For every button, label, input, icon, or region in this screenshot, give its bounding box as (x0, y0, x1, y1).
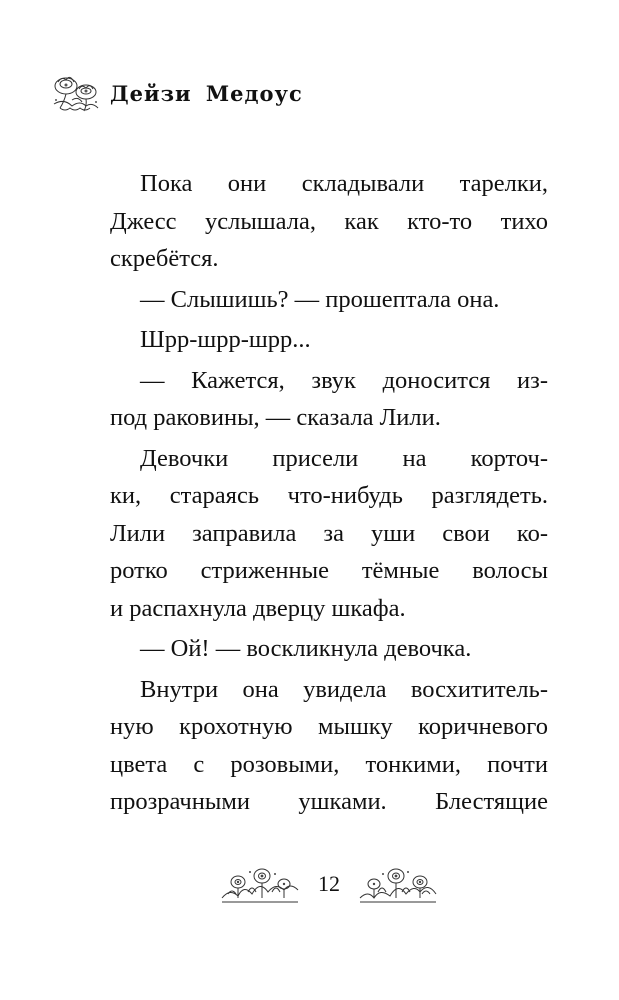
flower-vignette-icon (50, 70, 102, 116)
text-line: Девочки присели на корточ- (140, 444, 548, 472)
text-line: скребётся. (110, 245, 219, 272)
flower-border-right-icon (358, 864, 438, 904)
page-footer (220, 862, 438, 906)
text-line: и распахнула дверцу шкафа. (110, 594, 406, 622)
text-line: — Кажется, звук доносится из- (140, 366, 548, 394)
text-line: под раковины, — сказала Лили. (110, 404, 441, 431)
text-line: ротко стриженные тёмные волосы (110, 557, 548, 584)
text-line: прозрачными ушками. Блестящие (110, 788, 548, 815)
text-line: — Ой! — воскликнула девочка. (140, 635, 472, 662)
text-line: Лили заправила за уши свои ко- (110, 519, 548, 547)
text-line: Пока они складывали тарелки, (140, 170, 548, 197)
flower-border-left-icon (220, 864, 300, 904)
text-line: — Слышишь? — прошептала она. (140, 285, 500, 313)
text-line: ки, стараясь что-нибудь разглядеть. (110, 482, 548, 509)
text-line: Шрр-шрр-шрр... (140, 326, 311, 353)
page-number: 12 (318, 871, 340, 896)
page-header (50, 68, 303, 118)
text-line: ную крохотную мышку коричневого (110, 713, 548, 740)
author-name: Дейзи Медоус (110, 80, 303, 106)
body-text (110, 165, 548, 821)
text-line: цвета с розовыми, тонкими, почти (110, 750, 548, 778)
text-line: Джесс услышала, как кто-то тихо (110, 207, 548, 235)
text-line: Внутри она увидела восхититель- (140, 675, 548, 703)
